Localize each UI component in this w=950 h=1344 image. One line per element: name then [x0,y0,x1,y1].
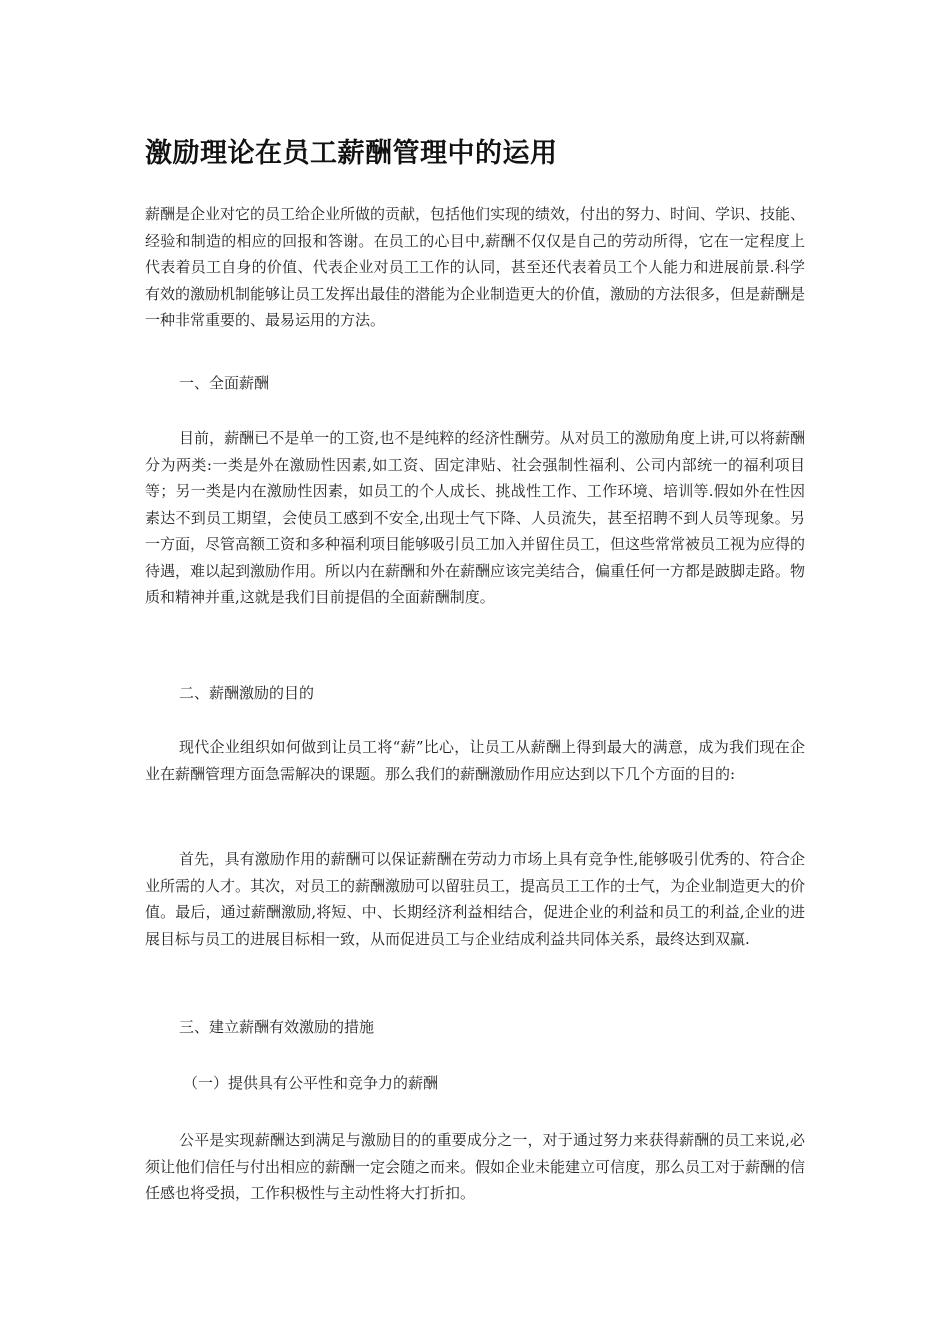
section-1-paragraph: 目前，薪酬已不是单一的工资,也不是纯粹的经济性酬劳。从对员工的激励角度上讲,可以将薪酬分为两类:一类是外在激励性因素,如工资、固定津贴、社会强制性福利、公司内部统一的福利项目等；另一类是内在激励性因素，如员工的个人成长、挑战性工作、工作环境、培训等.假如外在性因素达不到员工期望，会使员工感到不安全,出现士气下降、人员流失，甚至招聘不到人员等现象。另一方面，尽管高额工资和多种福利项目能够吸引员工加入并留住员工，但这些常常被员工视为应得的待遇，难以起到激励作用。所以内在薪酬和外在薪酬应该完美结合，偏重任何一方都是跛脚走路。物质和精神并重,这就是我们目前提倡的全面薪酬制度。 [145,429,806,606]
subsection-1-paragraph: 公平是实现薪酬达到满足与激励目的的重要成分之一，对于通过努力来获得薪酬的员工来说,必须让他们信任与付出相应的薪酬一定会随之而来。假如企业未能建立可信度，那么员工对于薪酬的信任感也将受损，工作积极性与主动性将大打折扣。 [145,1131,806,1202]
section-heading-incentive-measures: 三、建立薪酬有效激励的措施 [179,1018,375,1036]
section-heading-pay-incentive-purpose: 二、薪酬激励的目的 [179,684,315,702]
subsection-heading-fair-competitive-pay: （一）提供具有公平性和竞争力的薪酬 [183,1074,439,1092]
intro-paragraph: 薪酬是企业对它的员工给企业所做的贡献，包括他们实现的绩效，付出的努力、时间、学识、技能、经验和制造的相应的回报和答谢。在员工的心目中,薪酬不仅仅是自己的劳动所得，它在一定程度上代表着员工自身的价值、代表企业对员工工作的认同，甚至还代表着员工个人能力和进展前景.科学有效的激励机制能够让员工发挥出最佳的潜能为企业制造更大的价值，激励的方法很多，但是薪酬是一种非常重要的、最易运用的方法。 [145,205,806,329]
section-heading-comprehensive-pay: 一、全面薪酬 [179,374,270,392]
document-title: 激励理论在员工薪酬管理中的运用 [145,138,558,169]
section-2-paragraph-1: 现代企业组织如何做到让员工将“薪”比心，让员工从薪酬上得到最大的满意，成为我们现在企业在薪酬管理方面急需解决的课题。那么我们的薪酬激励作用应达到以下几个方面的目的: [145,738,805,783]
section-2-paragraph-2: 首先，具有激励作用的薪酬可以保证薪酬在劳动力市场上具有竞争性,能够吸引优秀的、符合企业所需的人才。其次，对员工的薪酬激励可以留驻员工，提高员工工作的士气，为企业制造更大的价值。最后，通过薪酬激励,将短、中、长期经济利益相结合，促进企业的利益和员工的利益,企业的进展目标与员工的进展目标相一致，从而促进员工与企业结成利益共同体关系，最终达到双赢. [145,850,806,948]
